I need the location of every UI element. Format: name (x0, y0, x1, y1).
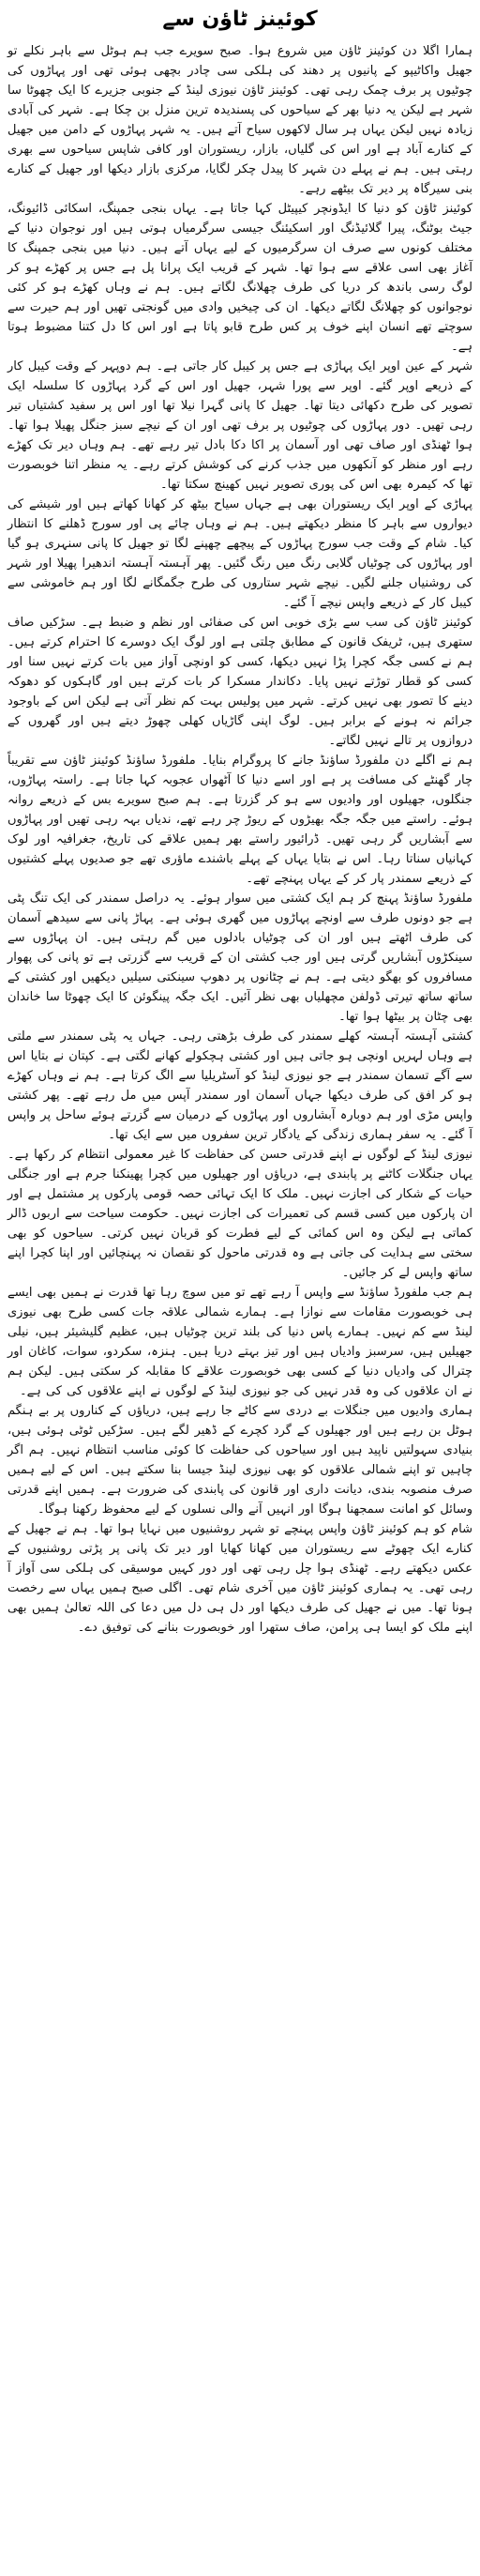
article-paragraph: ہم نے اگلے دن ملفورڈ ساؤنڈ جانے کا پروگرام بنایا۔ ملفورڈ ساؤنڈ کوئینز ٹاؤن سے تقریباً چار گھنٹے کی مسافت پر ہے اور اسے دنیا کا آٹھواں عجوبہ کہا جاتا ہے۔ راستہ پہاڑوں، جنگلوں، جھیلوں اور وادیوں سے ہو کر گزرتا ہے۔ ہم صبح سویرے بس کے ذریعے روانہ ہوئے۔ راستے میں جگہ جگہ بھیڑوں کے ریوڑ چر رہے تھے، ندیاں بہہ رہی تھیں اور پہاڑوں سے آبشاریں گر رہی تھیں۔ ڈرائیور راستے بھر ہمیں علاقے کی تاریخ، جغرافیہ اور لوک کہانیاں سناتا رہا۔ اس نے بتایا یہاں کے پہلے باشندے ماؤری تھے جو صدیوں پہلے کشتیوں کے ذریعے سمندر پار کر کے یہاں پہنچے تھے۔ (8, 754, 472, 886)
article-paragraph: نیوزی لینڈ کے لوگوں نے اپنے قدرتی حسن کی حفاظت کا غیر معمولی انتظام کر رکھا ہے۔ یہاں جنگلات کاٹنے پر پابندی ہے، دریاؤں اور جھیلوں میں کچرا پھینکنا جرم ہے اور جنگلی حیات کے شکار کی اجازت نہیں۔ ملک کا ایک تہائی حصہ قومی پارکوں پر مشتمل ہے اور ان پارکوں میں کسی قسم کی تعمیرات کی اجازت نہیں۔ حکومت سیاحت سے اربوں ڈالر کماتی ہے لیکن وہ اس کمائی کے لیے فطرت کو قربان نہیں کرتی۔ سیاحوں کو بھی سختی سے ہدایت کی جاتی ہے وہ قدرتی ماحول کو نقصان نہ پہنچائیں اور اپنا کچرا اپنے ساتھ واپس لے کر جائیں۔ (8, 1148, 472, 1280)
article-paragraph: شہر کے عین اوپر ایک پہاڑی ہے جس پر کیبل کار جاتی ہے۔ ہم دوپہر کے وقت کیبل کار کے ذریعے اوپر گئے۔ اوپر سے پورا شہر، جھیل اور اس کے گرد پہاڑوں کا سلسلہ ایک تصویر کی طرح دکھائی دیتا تھا۔ جھیل کا پانی گہرا نیلا تھا اور اس پر سفید کشتیاں تیر رہی تھیں۔ دور پہاڑوں کی چوٹیوں پر برف تھی اور ان کے نیچے سبز جنگل پھیلا ہوا تھا۔ ہوا ٹھنڈی اور صاف تھی اور آسمان پر اکا دکا بادل تیر رہے تھے۔ ہم وہاں دیر تک کھڑے رہے اور منظر کو آنکھوں میں جذب کرنے کی کوشش کرتے رہے۔ یہ منظر اتنا خوبصورت تھا کہ کیمرہ بھی اس کی پوری تصویر نہیں کھینچ سکتا تھا۔ (8, 359, 472, 492)
article-paragraph: کوئینز ٹاؤن کی سب سے بڑی خوبی اس کی صفائی اور نظم و ضبط ہے۔ سڑکیں صاف ستھری ہیں، ٹریفک قانون کے مطابق چلتی ہے اور لوگ ایک دوسرے کا احترام کرتے ہیں۔ ہم نے کسی جگہ کچرا پڑا نہیں دیکھا، کسی کو اونچی آواز میں بات کرتے نہیں سنا اور کسی کو قطار توڑتے نہیں پایا۔ دکاندار مسکرا کر بات کرتے ہیں اور گاہکوں کو دھوکہ دینے کا تصور بھی نہیں کرتے۔ شہر میں پولیس بہت کم نظر آتی ہے لیکن اس کے باوجود جرائم نہ ہونے کے برابر ہیں۔ لوگ اپنی گاڑیاں کھلی چھوڑ دیتے ہیں اور گھروں کے دروازوں پر تالے نہیں لگاتے۔ (8, 616, 472, 748)
article-paragraph: ملفورڈ ساؤنڈ پہنچ کر ہم ایک کشتی میں سوار ہوئے۔ یہ دراصل سمندر کی ایک تنگ پٹی ہے جو دونوں طرف سے اونچے پہاڑوں میں گھری ہوئی ہے۔ پہاڑ پانی سے سیدھے آسمان کی طرف اٹھتے ہیں اور ان کی چوٹیاں بادلوں میں گم رہتی ہیں۔ ان پہاڑوں سے سینکڑوں آبشاریں گرتی ہیں اور جب کشتی ان کے قریب سے گزرتی ہے تو پانی کی پھوار مسافروں کو بھگو دیتی ہے۔ ہم نے چٹانوں پر دھوپ سینکتی سیلیں دیکھیں اور کشتی کے ساتھ ساتھ تیرتی ڈولفن مچھلیاں بھی نظر آئیں۔ ایک جگہ پینگوئن کا ایک چھوٹا سا خاندان بھی چٹان پر بیٹھا ہوا تھا۔ (8, 892, 472, 1024)
article-paragraph: ہم جب ملفورڈ ساؤنڈ سے واپس آ رہے تھے تو میں سوچ رہا تھا قدرت نے ہمیں بھی ایسے ہی خوبصورت مقامات سے نوازا ہے۔ ہمارے شمالی علاقہ جات کسی طرح بھی نیوزی لینڈ سے کم نہیں۔ ہمارے پاس دنیا کی بلند ترین چوٹیاں ہیں، عظیم گلیشیئر ہیں، نیلی جھیلیں ہیں، سرسبز وادیاں ہیں اور تیز بہتے دریا ہیں۔ ہنزہ، سکردو، سوات، کاغان اور چترال کی وادیاں دنیا کے کسی بھی خوبصورت علاقے کا مقابلہ کر سکتی ہیں۔ لیکن ہم نے ان علاقوں کی وہ قدر نہیں کی جو نیوزی لینڈ کے لوگوں نے اپنے علاقوں کی کی ہے۔ (8, 1286, 472, 1398)
article-paragraph: ہماری وادیوں میں جنگلات بے دردی سے کاٹے جا رہے ہیں، دریاؤں کے کناروں پر بے ہنگم ہوٹل بن رہے ہیں اور جھیلوں کے گرد کچرے کے ڈھیر لگے ہیں۔ سڑکیں ٹوٹی ہوئی ہیں، بنیادی سہولتیں ناپید ہیں اور سیاحوں کی حفاظت کا کوئی مناسب انتظام نہیں۔ ہم اگر چاہیں تو اپنے شمالی علاقوں کو بھی نیوزی لینڈ جیسا بنا سکتے ہیں۔ اس کے لیے ہمیں صرف منصوبہ بندی، دیانت داری اور قانون کی پابندی کی ضرورت ہے۔ ہمیں اپنے قدرتی وسائل کو امانت سمجھنا ہوگا اور انہیں آنے والی نسلوں کے لیے محفوظ رکھنا ہوگا۔ (8, 1404, 472, 1517)
article-paragraph: پہاڑی کے اوپر ایک ریستوران بھی ہے جہاں سیاح بیٹھ کر کھانا کھاتے ہیں اور شیشے کی دیواروں سے باہر کا منظر دیکھتے ہیں۔ ہم نے وہاں چائے پی اور سورج ڈھلنے کا انتظار کیا۔ شام کے وقت جب سورج پہاڑوں کے پیچھے چھپنے لگا تو جھیل کا پانی سنہری ہو گیا اور پہاڑوں کی چوٹیاں گلابی رنگ میں رنگ گئیں۔ پھر آہستہ آہستہ اندھیرا پھیلا اور شہر کی روشنیاں جلنے لگیں۔ نیچے شہر ستاروں کی طرح جگمگانے لگا اور ہم خاموشی سے کیبل کار کے ذریعے واپس نیچے آ گئے۔ (8, 497, 472, 610)
article-paragraph: ہمارا اگلا دن کوئینز ٹاؤن میں شروع ہوا۔ صبح سویرے جب ہم ہوٹل سے باہر نکلے تو جھیل واکاٹیپو کے پانیوں پر دھند کی ہلکی سی چادر بچھی ہوئی تھی اور پہاڑوں کی چوٹیوں پر برف چمک رہی تھی۔ کوئینز ٹاؤن نیوزی لینڈ کے جنوبی جزیرے کا ایک چھوٹا سا شہر ہے لیکن یہ دنیا بھر کے سیاحوں کی پسندیدہ ترین منزل بن چکا ہے۔ شہر کی آبادی زیادہ نہیں لیکن یہاں ہر سال لاکھوں سیاح آتے ہیں۔ یہ شہر پہاڑوں کے دامن میں جھیل کے کنارے آباد ہے اور اس کی گلیاں، بازار، ریستوران اور کافی شاپس سیاحوں سے بھری رہتی ہیں۔ ہم نے پہلے دن شہر کا پیدل چکر لگایا، مرکزی بازار دیکھا اور جھیل کے کنارے بنی سیرگاہ پر دیر تک بیٹھے رہے۔ (8, 44, 472, 196)
article-paragraph: کوئینز ٹاؤن کو دنیا کا ایڈونچر کیپیٹل کہا جاتا ہے۔ یہاں بنجی جمپنگ، اسکائی ڈائیونگ، جیٹ بوٹنگ، پیرا گلائیڈنگ اور اسکیئنگ جیسی سرگرمیاں ہوتی ہیں اور نوجوان دنیا کے مختلف کونوں سے صرف ان سرگرمیوں کے لیے یہاں آتے ہیں۔ دنیا میں بنجی جمپنگ کا آغاز بھی اسی علاقے سے ہوا تھا۔ شہر کے قریب ایک پرانا پل ہے جس پر کھڑے ہو کر لوگ رسی باندھ کر دریا کی طرف چھلانگ لگاتے ہیں۔ ہم نے وہاں کھڑے ہو کر کئی نوجوانوں کو چھلانگ لگاتے دیکھا۔ ان کی چیخیں وادی میں گونجتی تھیں اور ہم حیرت سے سوچتے تھے انسان اپنے خوف پر کس طرح قابو پاتا ہے اور اس کا دل کتنا مضبوط ہوتا ہے۔ (8, 202, 472, 354)
article-paragraph: شام کو ہم کوئینز ٹاؤن واپس پہنچے تو شہر روشنیوں میں نہایا ہوا تھا۔ ہم نے جھیل کے کنارے ایک چھوٹے سے ریستوران میں کھانا کھایا اور دیر تک پانی پر پڑتی روشنیوں کے عکس دیکھتے رہے۔ ٹھنڈی ہوا چل رہی تھی اور دور کہیں موسیقی کی ہلکی سی آواز آ رہی تھی۔ یہ ہماری کوئینز ٹاؤن میں آخری شام تھی۔ اگلی صبح ہمیں یہاں سے رخصت ہونا تھا۔ میں نے جھیل کی طرف دیکھا اور دل ہی دل میں دعا کی اللہ تعالیٰ ہمیں بھی اپنے ملک کو ایسا ہی پرامن، صاف ستھرا اور خوبصورت بنانے کی توفیق دے۔ (8, 1522, 472, 1635)
article-paragraph: کشتی آہستہ آہستہ کھلے سمندر کی طرف بڑھتی رہی۔ جہاں یہ پٹی سمندر سے ملتی ہے وہاں لہریں اونچی ہو جاتی ہیں اور کشتی ہچکولے کھانے لگتی ہے۔ کپتان نے بتایا اس سے آگے تسمان سمندر ہے جو نیوزی لینڈ کو آسٹریلیا سے الگ کرتا ہے۔ ہم نے وہاں کھڑے ہو کر افق کی طرف دیکھا جہاں آسمان اور سمندر آپس میں مل رہے تھے۔ پھر کشتی واپس مڑی اور ہم دوبارہ آبشاروں اور پہاڑوں کے درمیان سے گزرتے ہوئے ساحل پر واپس آ گئے۔ یہ سفر ہماری زندگی کے یادگار ترین سفروں میں سے ایک تھا۔ (8, 1029, 472, 1142)
article-body (8, 41, 472, 1638)
article-title: کوئینز ٹاؤن سے (162, 8, 318, 31)
